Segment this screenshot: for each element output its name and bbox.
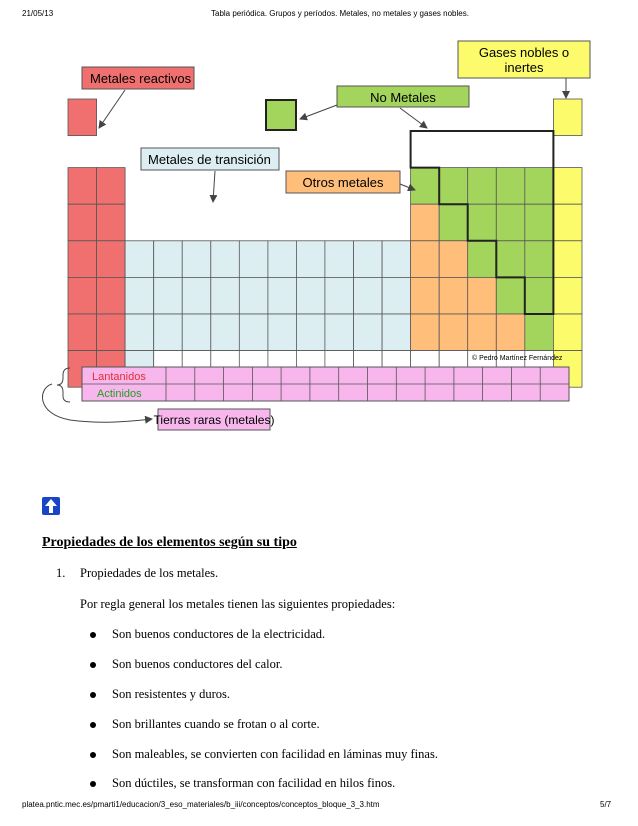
rare-earths-label: Tierras raras (metales) bbox=[153, 413, 275, 427]
back-to-top-button[interactable] bbox=[42, 497, 60, 515]
element-cell bbox=[496, 277, 525, 314]
element-cell bbox=[553, 241, 582, 278]
element-cell bbox=[496, 241, 525, 278]
element-cell bbox=[97, 277, 126, 314]
element-cell bbox=[439, 241, 468, 278]
element-cell bbox=[354, 241, 383, 278]
lanthanides-label: Lantanidos bbox=[92, 371, 146, 383]
element-cell bbox=[125, 277, 154, 314]
element-cell bbox=[211, 314, 240, 351]
element-cell bbox=[525, 168, 554, 205]
element-cell bbox=[154, 314, 183, 351]
element-cell bbox=[553, 314, 582, 351]
element-cell bbox=[439, 168, 468, 205]
element-cell bbox=[411, 241, 440, 278]
element-cell bbox=[411, 314, 440, 351]
element-cell bbox=[97, 314, 126, 351]
element-cell bbox=[68, 314, 97, 351]
element-cell bbox=[553, 99, 582, 136]
element-cell bbox=[468, 314, 497, 351]
element-cell bbox=[468, 277, 497, 314]
element-cell bbox=[268, 314, 297, 351]
element-cell bbox=[411, 277, 440, 314]
element-cell bbox=[182, 314, 211, 351]
element-cell bbox=[468, 241, 497, 278]
list-item-number: 1. bbox=[56, 566, 66, 580]
element-cell bbox=[496, 314, 525, 351]
header-date: 21/05/13 bbox=[22, 9, 54, 18]
element-cell bbox=[325, 277, 354, 314]
footer-page: 5/7 bbox=[600, 800, 612, 809]
noble-gases-label-line2: inertes bbox=[504, 60, 544, 75]
element-cell bbox=[525, 314, 554, 351]
element-cell bbox=[354, 277, 383, 314]
element-cell bbox=[125, 241, 154, 278]
element-cell bbox=[296, 277, 325, 314]
element-cell bbox=[382, 277, 411, 314]
element-cell bbox=[439, 314, 468, 351]
element-cell bbox=[553, 168, 582, 205]
element-cell bbox=[411, 204, 440, 241]
element-cell bbox=[496, 168, 525, 205]
copyright-text: © Pedro Martínez Fernández bbox=[472, 355, 563, 362]
element-cell bbox=[325, 241, 354, 278]
element-cell bbox=[468, 204, 497, 241]
bullet-icon bbox=[90, 752, 96, 758]
element-cell bbox=[239, 277, 268, 314]
element-cell bbox=[68, 99, 97, 136]
nonmetals-label: No Metales bbox=[370, 90, 436, 105]
bullet-icon bbox=[90, 781, 96, 787]
element-cell bbox=[325, 314, 354, 351]
up-arrow-icon bbox=[45, 499, 57, 513]
section-heading: Propiedades de los elementos según su tipo bbox=[42, 535, 297, 550]
bullet-icon bbox=[90, 632, 96, 638]
other-metals-label: Otros metales bbox=[302, 175, 384, 190]
list-item-title: Propiedades de los metales. bbox=[80, 566, 219, 580]
element-cell bbox=[97, 204, 126, 241]
bullet-icon bbox=[90, 662, 96, 668]
element-cell bbox=[239, 314, 268, 351]
element-cell bbox=[525, 277, 554, 314]
element-cell bbox=[354, 314, 383, 351]
intro-text: Por regla general los metales tienen las siguientes propiedades: bbox=[80, 597, 396, 611]
element-cell bbox=[182, 277, 211, 314]
element-cell bbox=[154, 241, 183, 278]
actinides-label: Actinidos bbox=[97, 388, 142, 400]
nonmetals-arrow-right bbox=[400, 108, 427, 128]
element-cell bbox=[68, 204, 97, 241]
transition-metals-arrow bbox=[213, 171, 215, 202]
element-cell bbox=[553, 277, 582, 314]
element-cell bbox=[268, 277, 297, 314]
element-cell bbox=[268, 241, 297, 278]
transition-metals-label: Metales de transición bbox=[148, 152, 271, 167]
bullet-icon bbox=[90, 722, 96, 728]
element-cell bbox=[97, 241, 126, 278]
element-cell bbox=[496, 204, 525, 241]
element-cell bbox=[68, 277, 97, 314]
element-cell bbox=[68, 168, 97, 205]
nonmetals-arrow-left bbox=[300, 105, 337, 119]
element-cell bbox=[439, 277, 468, 314]
element-cell bbox=[468, 168, 497, 205]
element-cell bbox=[182, 241, 211, 278]
element-cell bbox=[525, 204, 554, 241]
element-cell bbox=[239, 241, 268, 278]
f-block-grid bbox=[82, 367, 569, 401]
element-cell bbox=[68, 241, 97, 278]
element-cell bbox=[411, 168, 440, 205]
element-cell bbox=[439, 204, 468, 241]
periodic-table-grid bbox=[68, 99, 582, 387]
reactive-metals-arrow bbox=[99, 90, 125, 128]
element-cell bbox=[211, 241, 240, 278]
element-cell bbox=[382, 241, 411, 278]
header-title: Tabla periódica. Grupos y períodos. Metales, no metales y gases nobles. bbox=[211, 9, 469, 18]
element-cell bbox=[382, 314, 411, 351]
element-cell bbox=[525, 241, 554, 278]
element-cell bbox=[296, 314, 325, 351]
element-cell bbox=[154, 277, 183, 314]
element-cell bbox=[211, 277, 240, 314]
element-cell bbox=[125, 314, 154, 351]
reactive-metals-label: Metales reactivos bbox=[90, 71, 192, 86]
element-cell bbox=[97, 168, 126, 205]
footer-url: platea.pntic.mec.es/pmarti1/educacion/3_eso_materiales/b_iii/conceptos/conceptos_bloque_3_3.htm bbox=[22, 800, 380, 809]
element-cell bbox=[296, 241, 325, 278]
element-cell bbox=[553, 204, 582, 241]
bullet-icon bbox=[90, 692, 96, 698]
noble-gases-label-line1: Gases nobles o bbox=[478, 45, 570, 60]
nonmetal-legend-square bbox=[266, 100, 296, 130]
